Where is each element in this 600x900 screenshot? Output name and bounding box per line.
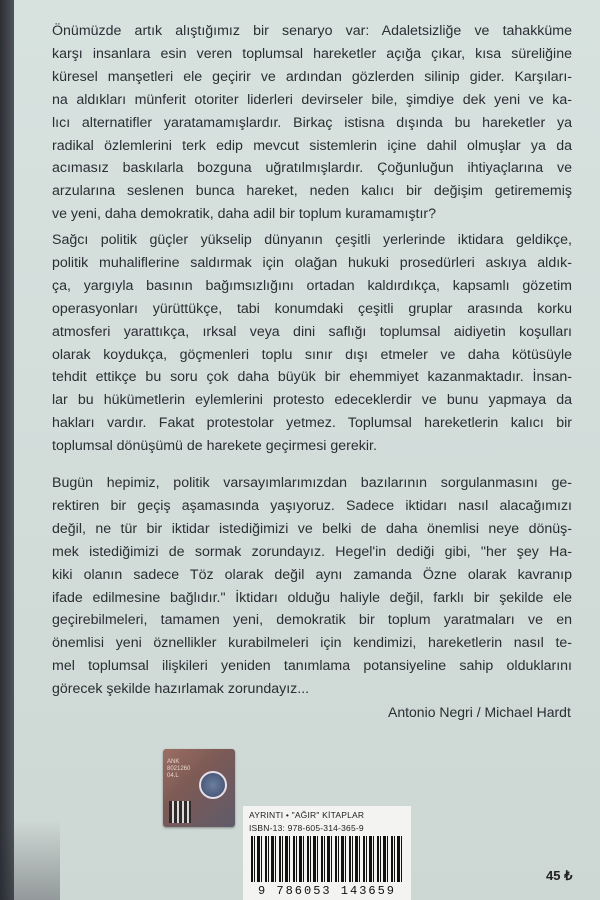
barcode-label <box>243 806 411 900</box>
text-line: lıcı alternatifler yaratamamışlardır. Birkaç istisna dışında bu hareketler ya <box>52 114 572 131</box>
text-line: Önümüzde artık alıştığımız bir senaryo var: Adaletsizliğe ve tahakküme <box>52 23 572 39</box>
barcode-digits: 9 786053 143659 <box>257 884 397 898</box>
text-line: toplumsal dönüşümü de harekete geçirmesi gerekir. <box>52 438 377 455</box>
text-line: görecek şekilde hazırlamak zorundayız... <box>52 681 310 698</box>
bandrol-sticker <box>163 749 235 827</box>
text-line: Bugün hepimiz, politik varsayımlarımızdan bazılarının sorgulanmasını ge- <box>52 475 572 491</box>
paragraph-3 <box>52 472 572 701</box>
text-line: olarak koydukça, göçmenleri toplu sınır dışı etmeler ve daha kötüsüyle <box>52 346 572 363</box>
text-line: lar bu hükümetlerin eylemlerini protesto edeceklerdir ve bunu yapmaya da <box>52 392 572 409</box>
text-line: kiki olanın sadece Töz olarak değil aynı zamanda Özne olarak kavranıp <box>52 566 572 583</box>
series-name: AYRINTI • "AĞIR" KİTAPLAR <box>249 810 365 820</box>
paragraph-1 <box>52 20 572 226</box>
text-line: atmosferi yarattıkça, ırksal veya dini saflığı toplumsal aidiyetin koşulları <box>52 323 572 340</box>
corner-shadow <box>0 820 60 900</box>
text-line: önemlisi yeni öznellikler kurabilmeleri için kendimizi, hareketlerin nasıl te- <box>52 635 572 652</box>
text-line: ifade edilmesine bağlıdır." İktidarı olduğu haliyle değil, farklı bir şekilde ele <box>52 589 572 606</box>
qr-code-icon <box>169 801 191 823</box>
hologram-logo-icon <box>199 771 227 799</box>
text-line: rektiren bir geçiş aşamasında yaşıyoruz. Sadece iktidarı nasıl alacağımızı <box>52 497 572 514</box>
isbn-text: ISBN-13: 978-605-314-365-9 <box>249 823 364 833</box>
text-line: operasyonları yürüttükçe, tabi konumdaki çeşitli gruplar arasında korku <box>52 300 572 317</box>
paragraph-2 <box>52 229 572 458</box>
author-credit: Antonio Negri / Michael Hardt <box>388 704 571 720</box>
text-line: arzularına seslenen bunca hareket, neden kalıcı bir değişim getirememiş <box>52 183 572 200</box>
price-tag: 45 ₺ <box>546 868 573 883</box>
text-line: radikal özlemlerini terk edip mevcut sistemlerin içine dahil olmuşlar ya da <box>52 137 572 154</box>
book-spine-shadow <box>0 0 14 900</box>
text-line: Sağcı politik güçler yükselip dünyanın çeşitli yerlerinde iktidara geldikçe, <box>52 232 572 248</box>
text-line: ve yeni, daha demokratik, daha adil bir toplum kuramamıştır? <box>52 206 437 223</box>
text-line: karşı insanlara esin veren toplumsal hareketler açığa çıkar, kısa süreliğine <box>52 45 572 62</box>
text-line: mel toplumsal ilişkileri yeniden tanımlama potansiyeline sahip olduklarını <box>52 658 572 675</box>
text-line: na aldıkları münferit otoriter liderleri devirseler bile, şimdiye dek yeni ve ka- <box>52 91 572 108</box>
text-line: acımasız baskılarla bozguna uğratılmışlardır. Çoğunluğun ihtiyaçlarına ve <box>52 160 572 177</box>
sticker-code: ANK 8021260 04.L <box>167 759 191 779</box>
text-line: değil, ne tür bir iktidar istediğimizi ve belki de daha önemlisi neye dönüş- <box>52 520 572 537</box>
text-line: politik muhaliflerine saldırmak için olağan hukuki prosedürleri askıya aldık- <box>52 254 572 271</box>
text-line: tehdit ettikçe bu soru çok daha büyük bir ehemmiyet kazanmaktadır. İnsan- <box>52 369 572 386</box>
text-line: küresel manşetleri ele geçirir ve ardından gözlerden silinip gider. Karşıları- <box>52 68 572 85</box>
text-line: geçirebilmeleri, tamamen yeni, demokratik bir toplum yaratmaları ve en <box>52 612 572 629</box>
text-line: hakları vardır. Fakat protestolar yetmez. Toplumsal hareketlerin kalıcı bir <box>52 415 572 432</box>
barcode-icon <box>251 836 403 882</box>
text-line: ça, yargıyla basının bağımsızlığını ortadan kaldırdıkça, kapsamlı gözetim <box>52 277 572 294</box>
text-line: mek istediğimizi de sormak zorundayız. Hegel'in dediği gibi, "her şey Ha- <box>52 543 572 560</box>
